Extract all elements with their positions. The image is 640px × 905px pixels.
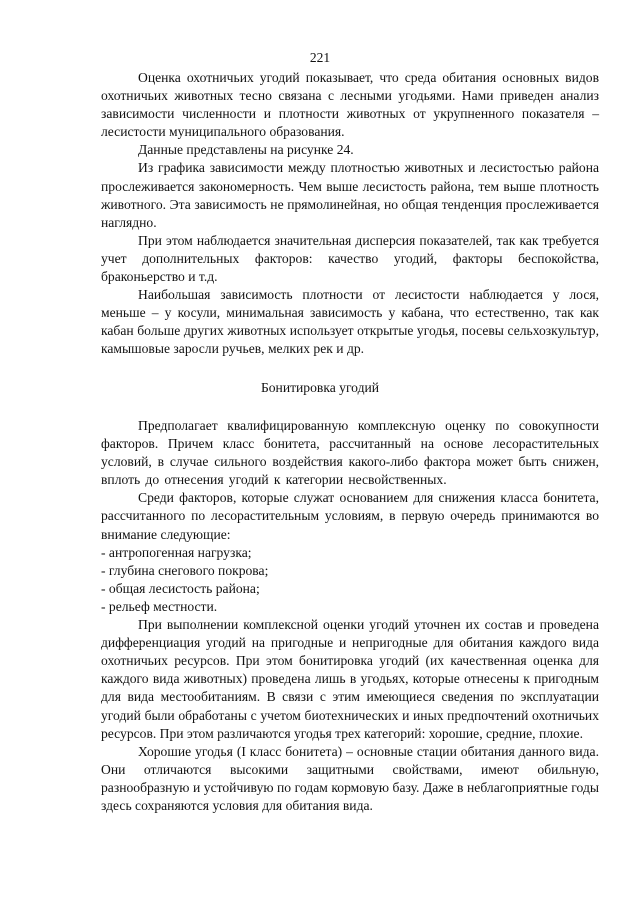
paragraph-dispersion: При этом наблюдается значительная дисперсия показателей, так как требуется учет дополнительных факторов: качество угодий, факторы беспокойства, браконьерство и т.д. <box>101 232 599 285</box>
list-item: - общая лесистость района; <box>101 580 260 596</box>
paragraph-habitat-assessment: Оценка охотничьих угодий показывает, что среда обитания основных видов охотничьих животных тесно связана с лесными угодьями. Нами приведен анализ зависимости численности и плотности животных от укрупненного показателя – лесистости муниципального образования. <box>101 70 599 140</box>
paragraph-reduction-factors: Среди факторов, которые служат основанием для снижения класса бонитета, рассчитанного по лесорастительным условиям, в первую очередь принимаются во внимание следующие: <box>101 490 599 542</box>
factor-list <box>101 544 599 616</box>
bonitation-text-block <box>101 417 599 815</box>
section-heading: Бонитировка угодий <box>260 380 380 395</box>
paragraph-species-dependence: Наибольшая зависимость плотности от лесистости наблюдается у лося, меньше – у косули, минимальная зависимость у кабана, что естественно, так как кабан больше других животных использует открытые угодья, посевы сельхозкультур, камышовые заросли ручьев, мелких рек и др. <box>101 287 599 357</box>
paragraph-differentiation: При выполнении комплексной оценки угодий уточнен их состав и проведена дифференциация угодий на пригодные и непригодные для обитания каждого вида охотничьих ресурсов. При этом бонитировка угодий (их качественная оценка для каждого вида животных) проведена лишь в угодьях, которые отнесены к пригодным для вида местообитаниям. В связи с этим имеющиеся сведения по эксплуатации угодий были обработаны с учетом биотехнических и иных предпочтений охотничьих ресурсов. При этом различаются угодья трех категорий: хорошие, средние, плохие. <box>101 617 599 741</box>
page-number: 221 <box>309 50 331 65</box>
list-item: - антропогенная нагрузка; <box>101 544 252 560</box>
intro-text-block <box>101 69 599 359</box>
paragraph-good-habitats: Хорошие угодья (I класс бонитета) – основные стации обитания данного вида. Они отличаются высокими защитными свойствами, имеют обильную, разнообразную и устойчивую по годам кормовую базу. Даже в неблагоприятные годы здесь сохраняются условия для обитания вида. <box>101 743 599 813</box>
paragraph-complex-evaluation: Предполагает квалифицированную комплексную оценку по совокупности факторов. Причем класс бонитета, рассчитанный на основе лесорастительных условий, в случае сильного воздействия какого-либо фактора может быть снижен, вплоть до отнесения угодий к категории несвойственных. <box>101 418 599 488</box>
paragraph-forest-density-pattern: Из графика зависимости между плотностью животных и лесистостью района прослеживается закономерность. Чем выше лесистость района, тем выше плотность животного. Эта зависимость не прямолинейная, но общая тенденция прослеживается наглядно. <box>101 160 599 230</box>
paragraph-figure-reference: Данные представлены на рисунке 24. <box>138 142 354 158</box>
list-item: - рельеф местности. <box>101 598 218 614</box>
list-item: - глубина снегового покрова; <box>101 562 269 578</box>
